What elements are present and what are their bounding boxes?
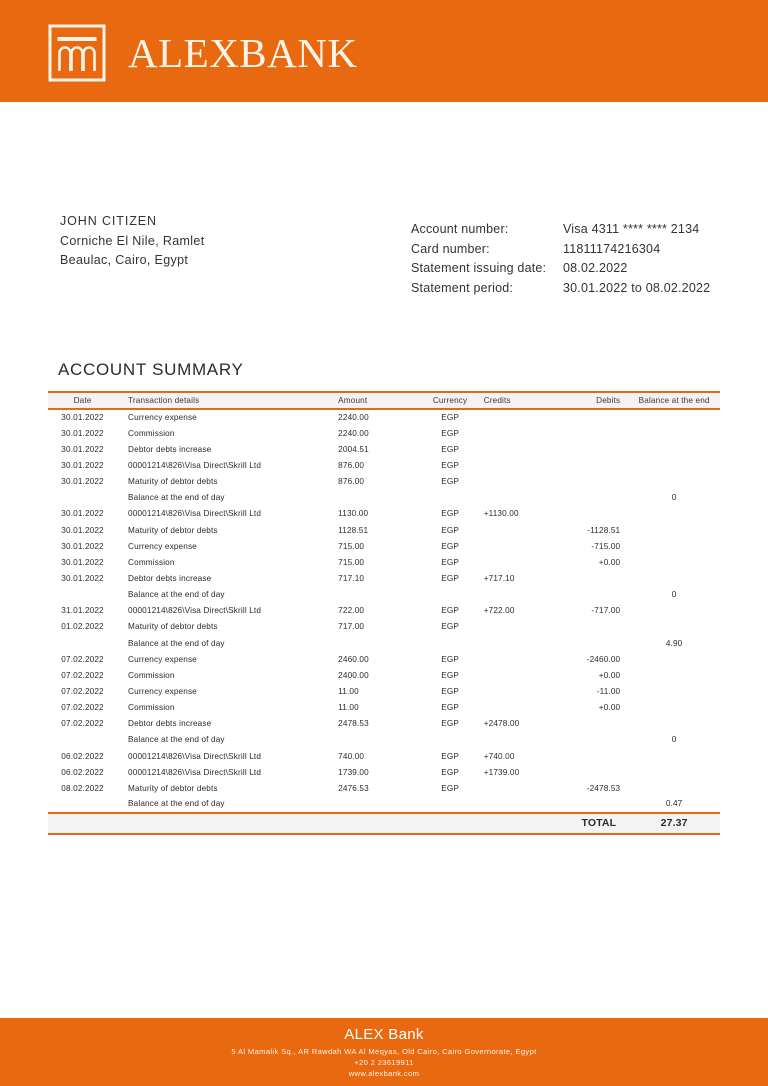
cell-currency: EGP [441,413,459,423]
cell-currency: EGP [441,703,459,713]
cell-credit: +740.00 [483,751,515,761]
customer-address-block [60,212,205,271]
cell-date: 01.02.2022 [61,622,104,632]
cell-credit [480,651,551,667]
cell-amount: 2240.00 [338,413,369,423]
cell-credit [480,635,551,651]
cell-date: 07.02.2022 [61,703,104,713]
customer-address-line-1: Corniche El Nile, Ramlet [60,233,205,248]
cell-balance [628,667,720,683]
cell-date: 07.02.2022 [61,670,104,680]
column-header-detail: Transaction details [117,392,332,409]
cell-amount: 2004.51 [338,444,369,454]
cell-detail: Debtor debts increase [128,444,212,454]
cell-debit [550,619,628,635]
page-header [0,0,768,102]
cell-detail: Balance at the end of day [128,735,225,745]
cell-amount: 876.00 [338,477,365,487]
total-row [48,813,720,834]
daily-balance-row [48,490,720,506]
table-row [48,506,720,522]
daily-balance-row [48,635,720,651]
table-header [48,392,720,409]
cell-date [48,587,117,603]
cell-date [48,732,117,748]
cell-credit [480,619,551,635]
cell-amount [332,587,420,603]
cell-credit: +1130.00 [483,509,519,519]
table-row [48,764,720,780]
cell-detail: Maturity of debtor debts [128,622,218,632]
cell-balance: 4.90 [665,638,683,648]
cell-currency [420,635,479,651]
cell-balance [628,522,720,538]
cell-credit [480,409,551,425]
cell-balance: 0 [671,590,677,600]
cell-balance [628,441,720,457]
cell-credit [480,441,551,457]
cell-detail: Maturity of debtor debts [128,477,218,487]
cell-balance [628,570,720,586]
cell-currency: EGP [441,751,459,761]
cell-date: 06.02.2022 [61,767,104,777]
cell-amount: 2476.53 [338,783,369,793]
cell-credit [480,425,551,441]
cell-amount: 11.00 [338,703,359,713]
cell-balance [628,457,720,473]
footer-website[interactable]: www.alexbank.com [348,1069,420,1078]
table-header-row [48,392,720,409]
table-row [48,474,720,490]
total-value: 27.37 [628,813,720,834]
cell-debit [550,490,628,506]
cell-debit: -2460.00 [586,654,621,664]
cell-credit [480,667,551,683]
cell-balance [628,683,720,699]
cell-date: 31.01.2022 [61,606,104,616]
cell-date [48,635,117,651]
customer-name: JOHN CITIZEN [60,214,157,228]
table-row [48,683,720,699]
cell-amount: 1739.00 [338,767,369,777]
cell-date: 30.01.2022 [61,460,104,470]
cell-detail: 00001214\826\Visa Direct\Skrill Ltd [128,509,262,519]
cell-date: 30.01.2022 [61,541,104,551]
column-header-amount: Amount [332,392,420,409]
cell-detail: Debtor debts increase [128,719,212,729]
column-header-debits: Debits [550,392,628,409]
daily-balance-row [48,587,720,603]
total-label: TOTAL [480,813,629,834]
footer-bank-name: ALEX Bank [344,1026,424,1043]
cell-amount: 715.00 [338,557,365,567]
cell-debit: -11.00 [596,686,621,696]
cell-debit [550,732,628,748]
cell-amount: 2460.00 [338,654,369,664]
column-header-currency: Currency [420,392,479,409]
cell-date: 30.01.2022 [61,509,104,519]
cell-date: 30.01.2022 [61,413,104,423]
cell-date: 07.02.2022 [61,719,104,729]
page-title: ACCOUNT SUMMARY [58,360,244,379]
table-row [48,716,720,732]
cell-debit [550,425,628,441]
table-row [48,554,720,570]
cell-detail: Balance at the end of day [128,493,225,503]
table-row [48,651,720,667]
cell-debit [550,457,628,473]
cell-detail: Currency expense [128,541,197,551]
cell-debit [550,796,628,812]
cell-amount: 2478.53 [338,719,369,729]
cell-detail: Currency expense [128,686,197,696]
brand-lockup [48,24,357,82]
cell-amount: 717.10 [338,573,365,583]
cell-currency: EGP [441,686,459,696]
cell-date [48,490,117,506]
statement-issuing-date-label: Statement issuing date: [411,261,547,275]
cell-balance [628,554,720,570]
cell-currency: EGP [441,557,459,567]
cell-detail: 00001214\826\Visa Direct\Skrill Ltd [128,606,262,616]
cell-credit [480,587,551,603]
cell-debit: -1128.51 [587,525,621,535]
cell-date: 30.01.2022 [61,557,104,567]
cell-detail: Currency expense [128,413,197,423]
statement-issuing-date-value: 08.02.2022 [563,261,628,275]
cell-date: 30.01.2022 [61,525,104,535]
cell-detail: Currency expense [128,654,197,664]
cell-date: 30.01.2022 [61,573,104,583]
cell-currency: EGP [441,767,459,777]
cell-amount [332,732,420,748]
cell-detail: Commission [128,557,175,567]
cell-currency [420,796,479,812]
cell-amount: 1130.00 [338,509,369,519]
cell-credit [480,700,551,716]
cell-amount: 722.00 [338,606,365,616]
cell-credit [480,683,551,699]
cell-detail: 00001214\826\Visa Direct\Skrill Ltd [128,751,262,761]
cell-date: 30.01.2022 [61,444,104,454]
cell-debit: -717.00 [591,606,621,616]
table-row [48,748,720,764]
cell-balance: 0 [671,493,677,503]
cell-detail: Debtor debts increase [128,573,212,583]
cell-debit [550,748,628,764]
cell-debit: +0.00 [598,557,621,567]
cell-currency: EGP [441,606,459,616]
cell-detail: Maturity of debtor debts [128,525,218,535]
table-row [48,570,720,586]
footer-phone: +20 2 23619911 [354,1058,414,1067]
cell-balance [628,425,720,441]
cell-credit: +717.10 [483,573,515,583]
cell-debit: +0.00 [598,703,621,713]
cell-credit: +1739.00 [483,767,520,777]
cell-detail: Commission [128,670,175,680]
customer-address-line-2: Beaulac, Cairo, Egypt [60,253,189,267]
cell-amount: 1128.51 [338,525,369,535]
cell-credit [480,732,551,748]
cell-debit [550,441,628,457]
table-row [48,425,720,441]
cell-credit [480,538,551,554]
cell-balance [628,619,720,635]
cell-detail: Balance at the end of day [128,799,225,809]
brand-name: ALEXBANK [128,29,358,76]
column-header-balance: Balance at the end [628,392,720,409]
cell-date: 07.02.2022 [61,654,104,664]
table-row [48,522,720,538]
cell-currency [420,587,479,603]
table-footer [48,813,720,834]
cell-amount: 2400.00 [338,670,369,680]
cell-credit [480,554,551,570]
account-number-value: Visa 4311 **** **** 2134 [563,222,700,236]
cell-currency: EGP [441,509,459,519]
column-header-credits: Credits [480,392,551,409]
table-body [48,409,720,813]
statement-period-label: Statement period: [411,280,514,295]
cell-balance [628,748,720,764]
cell-currency: EGP [441,428,459,438]
cell-credit [480,457,551,473]
cell-balance [628,474,720,490]
cell-currency: EGP [441,719,459,729]
cell-currency: EGP [441,783,459,793]
cell-balance: 0 [671,735,677,745]
cell-amount: 876.00 [338,460,365,470]
cell-detail: 00001214\826\Visa Direct\Skrill Ltd [128,767,262,777]
cell-credit: +722.00 [483,606,515,616]
cell-currency: EGP [441,525,459,535]
cell-currency: EGP [441,654,459,664]
cell-currency: EGP [441,477,459,487]
cell-balance [628,506,720,522]
cell-balance [628,409,720,425]
cell-date: 30.01.2022 [61,428,104,438]
cell-credit [480,474,551,490]
cell-currency: EGP [441,622,459,632]
cell-credit: +2478.00 [483,719,520,729]
cell-debit [550,409,628,425]
cell-balance [628,651,720,667]
cell-amount [332,635,420,651]
cell-amount [332,796,420,812]
cell-debit [550,635,628,651]
cell-balance [628,780,720,796]
cell-balance [628,716,720,732]
cell-currency: EGP [441,444,459,454]
cell-date: 07.02.2022 [61,686,104,696]
cell-detail: Balance at the end of day [128,590,225,600]
cell-detail: 00001214\826\Visa Direct\Skrill Ltd [128,460,262,470]
cell-debit [550,570,628,586]
cell-debit [550,506,628,522]
card-number-label: Card number: [411,241,490,256]
table-row [48,667,720,683]
cell-detail: Commission [128,703,175,713]
statement-period-value: 30.01.2022 to 08.02.2022 [563,280,711,295]
cell-debit: -2478.53 [586,783,621,793]
cell-currency [420,490,479,506]
footer-address: 5 Al Mamalik Sq., AR Rawdah WA Al Meqyas, Old Cairo, Cairo Governorate, Egypt [231,1047,537,1056]
cell-debit [550,474,628,490]
cell-amount: 2240.00 [338,428,369,438]
cell-credit [480,490,551,506]
account-number-label: Account number: [411,222,509,236]
cell-currency: EGP [441,573,459,583]
table-row [48,619,720,635]
cell-debit [550,764,628,780]
cell-detail: Commission [128,428,175,438]
cell-credit [480,780,551,796]
column-header-date: Date [48,392,117,409]
cell-amount: 11.00 [338,686,359,696]
cell-debit [550,716,628,732]
cell-detail: Maturity of debtor debts [128,783,218,793]
card-number-value: 11811174216304 [563,241,661,256]
page-footer [0,1018,768,1086]
cell-amount [332,490,420,506]
cell-balance [628,603,720,619]
cell-balance [628,700,720,716]
account-summary-table [48,391,720,835]
cell-credit [480,522,551,538]
cell-date: 30.01.2022 [61,477,104,487]
table-row [48,457,720,473]
cell-debit [550,587,628,603]
daily-balance-row [48,732,720,748]
cell-currency [420,732,479,748]
table-row [48,441,720,457]
cell-balance [628,764,720,780]
cell-debit: +0.00 [598,670,621,680]
cell-credit [480,796,551,812]
table-row [48,603,720,619]
arches-square-icon [48,24,106,82]
cell-amount: 717.00 [338,622,365,632]
cell-currency: EGP [441,541,459,551]
table-row [48,409,720,425]
account-details-block [411,220,710,298]
table-row [48,538,720,554]
cell-currency: EGP [441,670,459,680]
table-row [48,700,720,716]
cell-detail: Balance at the end of day [128,638,225,648]
cell-amount: 740.00 [338,751,365,761]
table-row [48,780,720,796]
cell-balance: 0.47 [665,799,683,809]
cell-balance [628,538,720,554]
cell-date: 06.02.2022 [61,751,104,761]
cell-amount: 715.00 [338,541,365,551]
cell-date [48,796,117,812]
cell-date: 08.02.2022 [61,783,104,793]
cell-currency: EGP [441,460,459,470]
cell-debit: -715.00 [591,541,621,551]
daily-balance-row [48,796,720,812]
